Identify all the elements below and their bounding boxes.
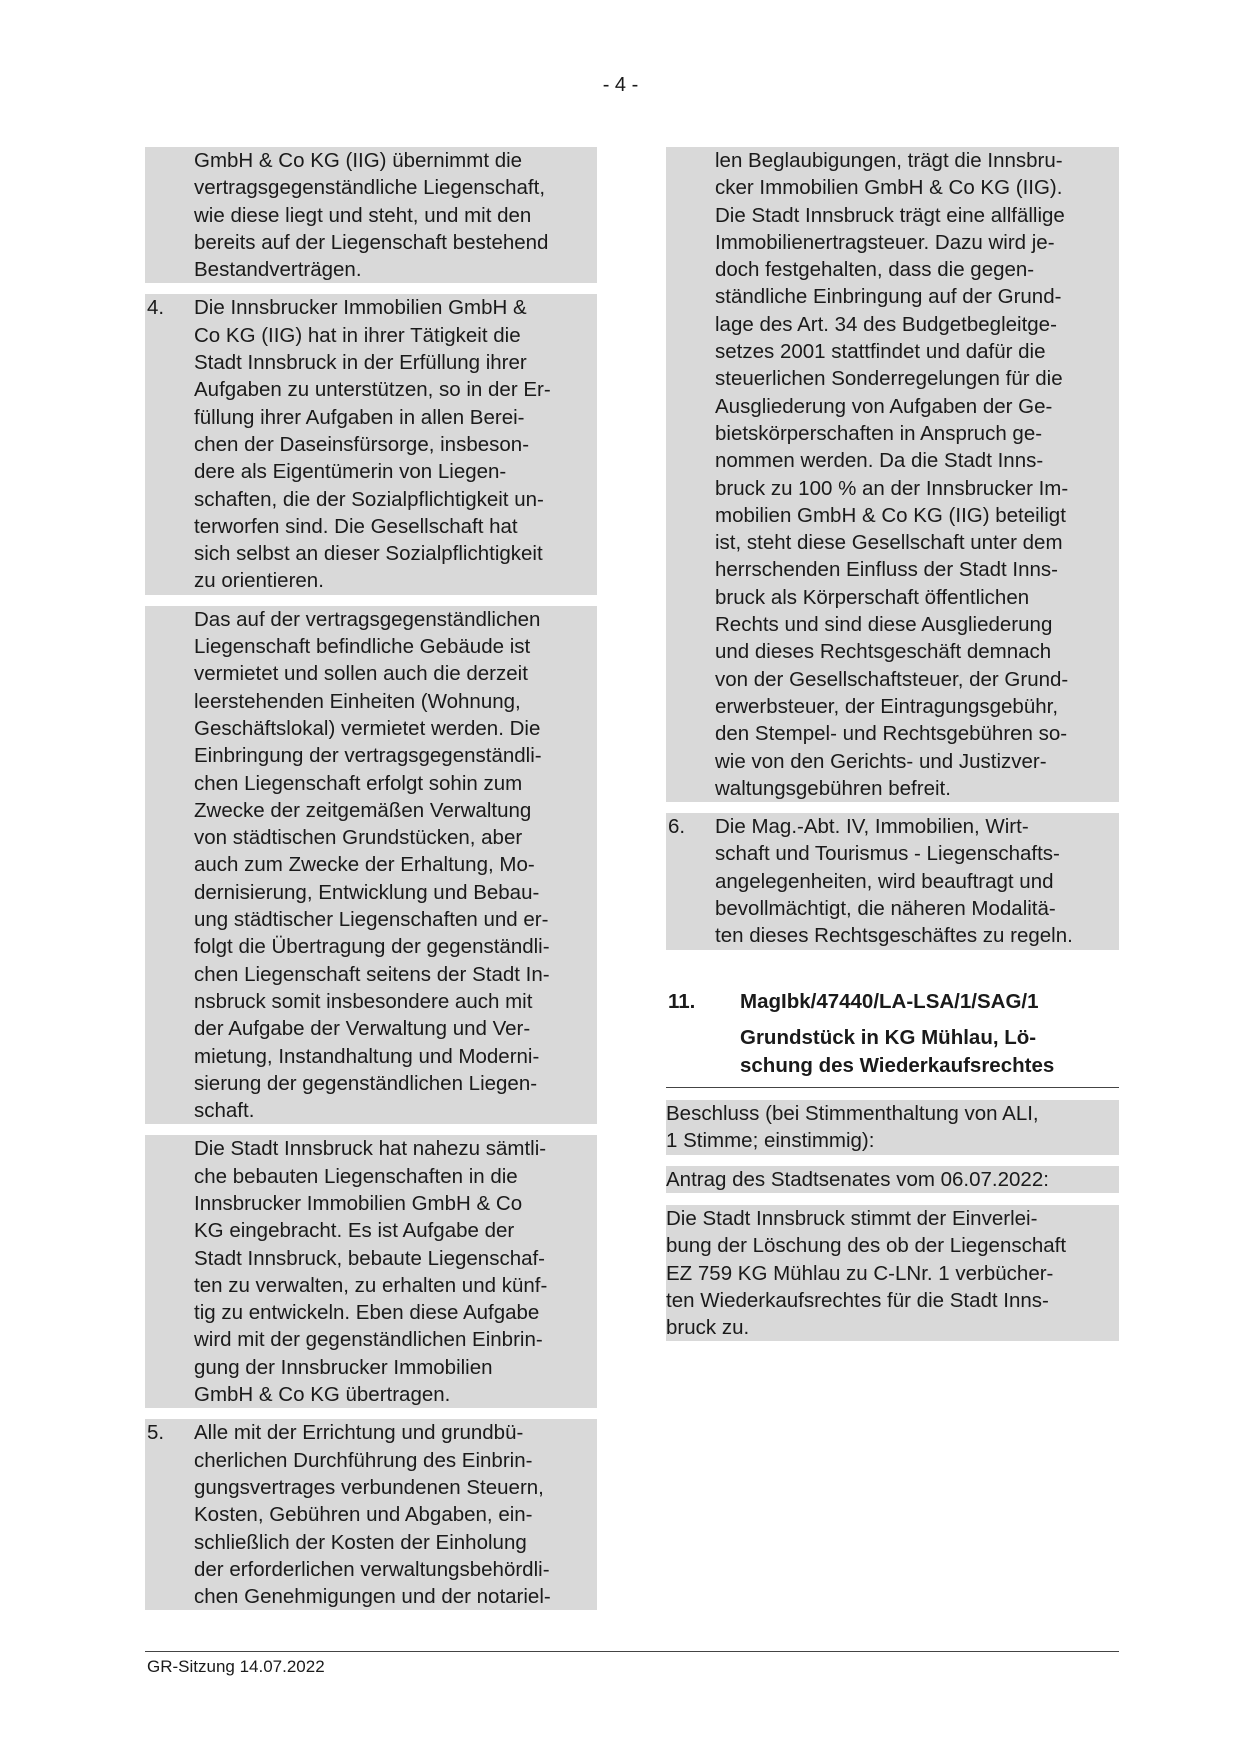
text-line: Die Stadt Innsbruck hat nahezu sämtli-: [194, 1137, 547, 1161]
text-line: che bebauten Liegenschaften in die: [194, 1164, 518, 1188]
text-line: sich selbst an dieser Sozialpflichtigkeit: [194, 542, 543, 566]
text-line: Alle mit der Errichtung und grundbü-: [194, 1421, 524, 1445]
page-number: - 4 -: [602, 74, 639, 96]
item-number: 5.: [147, 1421, 165, 1445]
section-code: MagIbk/47440/LA-LSA/1/SAG/1: [740, 990, 1039, 1013]
text-line: lage des Art. 34 des Budgetbegleitge-: [715, 312, 1057, 336]
text-line: ständliche Einbringung auf der Grund-: [715, 285, 1062, 309]
list-item-6: [666, 813, 1119, 949]
item-5-text: [194, 1419, 597, 1610]
text-line: füllung ihrer Aufgaben in allen Berei-: [194, 405, 525, 429]
text-line: chen Liegenschaft seitens der Stadt In-: [194, 962, 550, 986]
text-line: Beschluss (bei Stimmenthaltung von ALI,: [666, 1102, 1039, 1125]
item-number: 4.: [147, 296, 165, 320]
text-line: chen der Daseinsfürsorge, insbeson-: [194, 432, 530, 456]
text-line: Kosten, Gebühren und Abgaben, ein-: [194, 1503, 533, 1527]
text-line: Die Stadt Innsbruck stimmt der Einverlei-: [666, 1207, 1038, 1230]
text-line: von städtischen Grundstücken, aber: [194, 826, 523, 850]
section-title: [666, 1024, 1119, 1079]
text-line: gung der Innsbrucker Immobilien: [194, 1355, 493, 1379]
text-line: den Stempel- und Rechtsgebühren so-: [715, 722, 1068, 746]
text-line: KG eingebracht. Es ist Aufgabe der: [194, 1219, 515, 1243]
section-number: 11.: [668, 990, 696, 1013]
text-line: doch festgehalten, dass die gegen-: [715, 258, 1035, 282]
text-line: schaft und Tourismus - Liegenschafts-: [715, 842, 1060, 866]
text-line: wird mit der gegenständlichen Einbrin-: [194, 1328, 543, 1352]
right-continuation: [666, 147, 1119, 802]
text-line: Grundstück in KG Mühlau, Lö-: [740, 1026, 1037, 1050]
text-line: GmbH & Co KG übertragen.: [194, 1383, 451, 1407]
text-line: bung der Löschung des ob der Liegenschaft: [666, 1234, 1067, 1258]
text-line: Stadt Innsbruck in der Erfüllung ihrer: [194, 351, 527, 375]
text-line: gungsvertrages verbundenen Steuern,: [194, 1475, 544, 1499]
text-line: bruck zu.: [666, 1316, 750, 1340]
antrag: [666, 1166, 1119, 1193]
text-line: von der Gesellschaftsteuer, der Grund-: [715, 667, 1069, 691]
text-line: Stadt Innsbruck, bebaute Liegenschaf-: [194, 1246, 546, 1270]
text-line: ten Wiederkaufsrechtes für die Stadt Inns-: [666, 1288, 1049, 1312]
footer-divider: [145, 1651, 1119, 1652]
text-line: wie diese liegt und steht, und mit den: [194, 203, 532, 227]
left-column: [145, 147, 597, 1610]
item-number: 6.: [668, 815, 686, 839]
text-line: ist, steht diese Gesellschaft unter dem: [715, 531, 1063, 555]
text-line: schaft.: [194, 1099, 255, 1123]
text-line: Die Stadt Innsbruck trägt eine allfällige: [715, 203, 1065, 227]
text-line: wie von den Gerichts- und Justizver-: [715, 749, 1047, 773]
text-line: Rechts und sind diese Ausgliederung: [715, 613, 1053, 637]
text-line: GmbH & Co KG (IIG) übernimmt die: [194, 149, 523, 172]
text-line: der erforderlichen verwaltungsbehördli-: [194, 1557, 550, 1581]
paragraph-properties: [145, 1135, 597, 1408]
text-line: nsbruck somit insbesondere auch mit: [194, 989, 533, 1013]
text-line: Das auf der vertragsgegenständlichen: [194, 607, 541, 631]
text-line: schung des Wiederkaufsrechtes: [740, 1053, 1055, 1077]
text-line: terworfen sind. Die Gesellschaft hat: [194, 514, 518, 538]
text-line: EZ 759 KG Mühlau zu C-LNr. 1 verbücher-: [666, 1261, 1054, 1285]
text-line: vermietet und sollen auch die derzeit: [194, 662, 528, 686]
text-line: Ausgliederung von Aufgaben der Ge-: [715, 394, 1053, 418]
list-item-4: [145, 294, 597, 594]
text-line: angelegenheiten, wird beauftragt und: [715, 869, 1054, 893]
text-line: Innsbrucker Immobilien GmbH & Co: [194, 1191, 523, 1215]
antrag-text: Antrag des Stadtsenates vom 06.07.2022:: [666, 1168, 1049, 1191]
left-continuation: [145, 147, 597, 283]
section-heading: [666, 988, 1119, 1079]
text-line: Bestandverträgen.: [194, 258, 362, 282]
text-line: zu orientieren.: [194, 569, 324, 593]
text-line: bereits auf der Liegenschaft bestehend: [194, 230, 549, 254]
list-item-5: [145, 1419, 597, 1610]
item-4-text: [194, 294, 597, 594]
text-line: waltungsgebühren befreit.: [715, 776, 951, 800]
text-line: auch zum Zwecke der Erhaltung, Mo-: [194, 853, 535, 877]
text-line: ten zu verwalten, zu erhalten und künf-: [194, 1273, 548, 1297]
footer-session: GR-Sitzung 14.07.2022: [147, 1657, 325, 1676]
text-line: 1 Stimme; einstimmig):: [666, 1129, 875, 1153]
text-line: bietskörperschaften in Anspruch ge-: [715, 421, 1043, 445]
text-line: Einbringung der vertragsgegenständli-: [194, 744, 542, 768]
text-line: schließlich der Kosten der Einholung: [194, 1530, 527, 1554]
text-line: dernisierung, Entwicklung und Bebau-: [194, 880, 540, 904]
beschluss: [666, 1100, 1119, 1155]
text-line: Liegenschaft befindliche Gebäude ist: [194, 635, 531, 659]
text-line: mobilien GmbH & Co KG (IIG) beteiligt: [715, 503, 1066, 527]
text-line: leerstehenden Einheiten (Wohnung,: [194, 689, 521, 713]
text-line: bruck zu 100 % an der Innsbrucker Im-: [715, 476, 1069, 500]
text-line: mietung, Instandhaltung und Moderni-: [194, 1044, 540, 1068]
paragraph-building: [145, 606, 597, 1125]
text-line: Die Innsbrucker Immobilien GmbH &: [194, 296, 527, 320]
section-divider: [666, 1087, 1119, 1088]
text-line: Zwecke der zeitgemäßen Verwaltung: [194, 798, 532, 822]
text-line: Immobilienertragsteuer. Dazu wird je-: [715, 230, 1055, 254]
text-line: setzes 2001 stattfindet und dafür die: [715, 340, 1046, 364]
text-line: ten dieses Rechtsgeschäftes zu regeln.: [715, 924, 1073, 948]
text-line: len Beglaubigungen, trägt die Innsbru-: [715, 149, 1063, 172]
text-line: cherlichen Durchführung des Einbrin-: [194, 1448, 533, 1472]
text-line: chen Genehmigungen und der notariel-: [194, 1585, 551, 1609]
text-line: und dieses Rechtsgeschäft demnach: [715, 640, 1052, 664]
text-line: Aufgaben zu unterstützen, so in der Er-: [194, 378, 551, 402]
text-line: Die Mag.-Abt. IV, Immobilien, Wirt-: [715, 815, 1029, 839]
text-line: Co KG (IIG) hat in ihrer Tätigkeit die: [194, 323, 521, 347]
text-line: sierung der gegenständlichen Liegen-: [194, 1071, 538, 1095]
decision-text: [666, 1205, 1119, 1341]
text-line: nommen werden. Da die Stadt Inns-: [715, 449, 1044, 473]
text-line: bruck als Körperschaft öffentlichen: [715, 585, 1030, 609]
text-line: cker Immobilien GmbH & Co KG (IIG).: [715, 176, 1063, 200]
text-line: steuerlichen Sonderregelungen für die: [715, 367, 1063, 391]
right-column: [666, 147, 1119, 950]
item-6-text: [715, 813, 1119, 949]
text-line: chen Liegenschaft erfolgt sohin zum: [194, 771, 523, 795]
text-line: der Aufgabe der Verwaltung und Ver-: [194, 1017, 531, 1041]
text-line: herrschenden Einfluss der Stadt Inns-: [715, 558, 1058, 582]
text-line: folgt die Übertragung der gegenständli-: [194, 935, 550, 959]
text-line: Geschäftslokal) vermietet werden. Die: [194, 716, 541, 740]
text-line: erwerbsteuer, der Eintragungsgebühr,: [715, 694, 1059, 718]
text-line: ung städtischer Liegenschaften und er-: [194, 908, 549, 932]
text-line: schaften, die der Sozialpflichtigkeit un-: [194, 487, 544, 511]
text-line: tig zu entwickeln. Eben diese Aufgabe: [194, 1301, 540, 1325]
text-line: dere als Eigentümerin von Liegen-: [194, 460, 507, 484]
text-line: vertragsgegenständliche Liegenschaft,: [194, 176, 546, 200]
text-line: bevollmächtigt, die näheren Modalitä-: [715, 897, 1056, 921]
